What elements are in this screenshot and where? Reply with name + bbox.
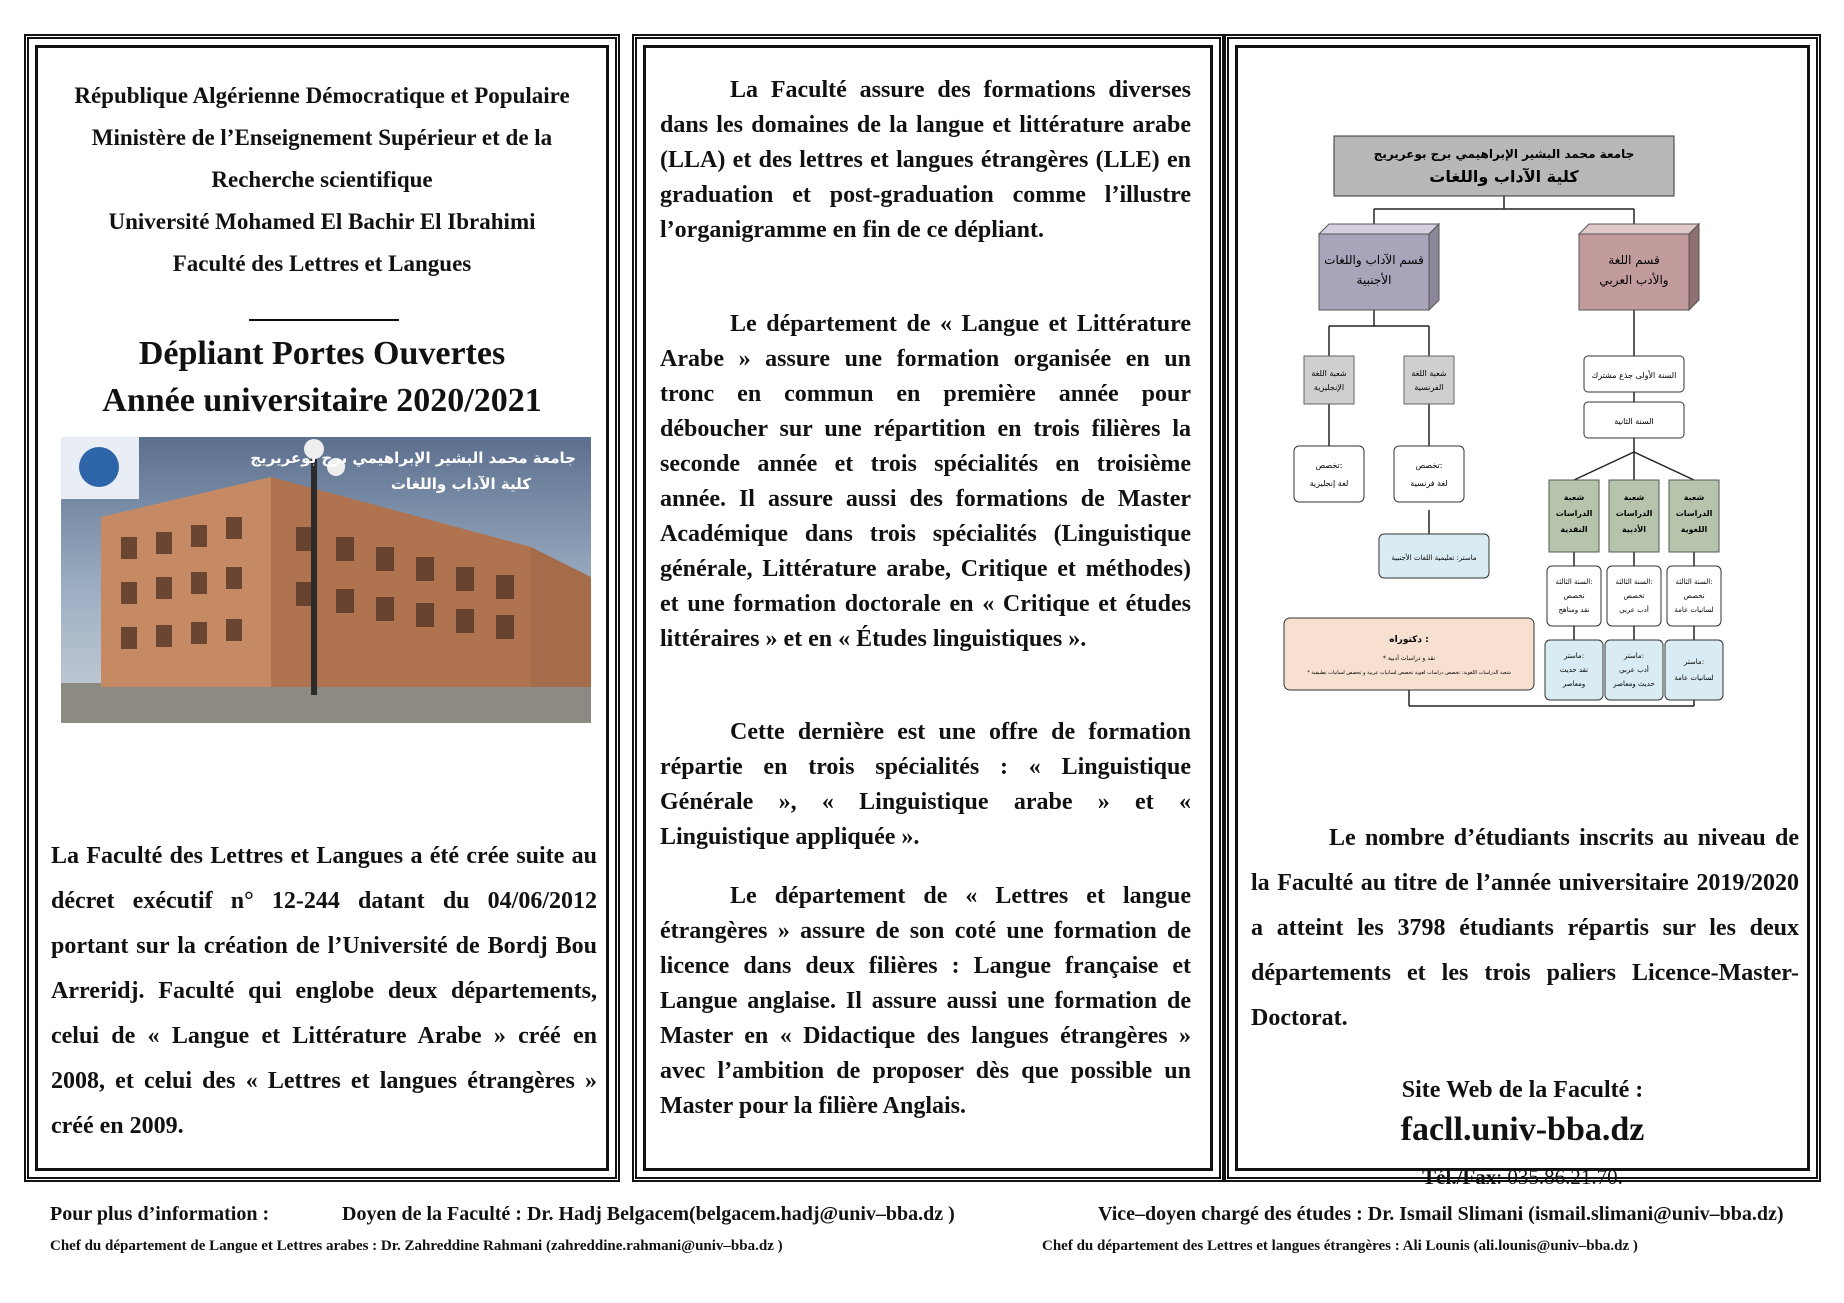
- chart-dept-arabic-label-2: والأدب العربي: [1599, 273, 1669, 287]
- organization-chart: [1279, 134, 1789, 714]
- paragraph-linguistics: Cette dernière est une offre de formation répartie en trois spécialités : « Linguistique Générale », « Linguistique arabe » et « Linguistique appliquée ».: [660, 719, 1191, 850]
- website-url[interactable]: facll.univ-bba.dz: [1400, 1111, 1645, 1148]
- chart-track-critic-3: النقدية: [1560, 525, 1588, 534]
- chart-track-literary-2: الدراسات: [1615, 509, 1653, 518]
- chart-track-linguistic: شعبة: [1683, 493, 1705, 502]
- phone-fax: [1229, 1165, 1816, 1190]
- chart-doctorate-line-2: * شعبة الدراسات اللغوية: تخصص دراسات لغوية تخصص لسانيات عربية و تخصص لسانيات تطبيقية: [1307, 670, 1511, 676]
- chart-university-label: جامعة محمد البشير الإبراهيمي برج بوعريريج: [1373, 147, 1635, 161]
- chart-y3-critic-2: تخصص: [1563, 592, 1585, 600]
- chart-track-literary-3: الأدبية: [1622, 525, 1646, 534]
- panel-middle: [632, 34, 1224, 1182]
- chart-track-critic: شعبة: [1563, 493, 1585, 502]
- panel-right: [1224, 34, 1821, 1189]
- chart-branch-english-2: الإنجليزية: [1313, 383, 1345, 392]
- brochure-title: Dépliant Portes Ouvertes: [138, 335, 506, 372]
- chart-branch-english: شعبة اللغة: [1311, 369, 1347, 378]
- header-research: Recherche scientifique: [211, 167, 433, 192]
- header-divider: [249, 319, 399, 321]
- chart-spec-french-2: لغة فرنسية: [1410, 479, 1448, 488]
- chart-branch-french: شعبة اللغة: [1411, 369, 1447, 378]
- chart-track-literary: شعبة: [1623, 493, 1645, 502]
- chart-year-two: السنة الثانية: [1614, 417, 1654, 426]
- phone-fax-label: Tél./Fax: [1422, 1165, 1497, 1189]
- chart-year-one: السنة الأولى جذع مشترك: [1591, 371, 1677, 380]
- paragraph-formations: La Faculté assure des formations diverses dans les domaines de la langue et littérature arabe (LLA) et des lettres et langues étrangères (LLE) en graduation et post-graduation comme l’illustre l’organigramme en fin de ce dépliant.: [660, 77, 1191, 243]
- chart-y3-literary-2: تخصص: [1623, 592, 1645, 600]
- header-faculty: Faculté des Lettres et Langues: [172, 251, 472, 276]
- chart-doctorate-title: دكتوراه :: [1389, 635, 1429, 645]
- chart-spec-french: تخصص:: [1415, 461, 1443, 470]
- chart-master-literary-3: حديث ومعاصر: [1613, 680, 1655, 688]
- chart-master-critic-2: نقد حديث: [1559, 666, 1589, 674]
- chart-dept-foreign-label: قسم الآداب واللغات: [1324, 253, 1424, 267]
- chart-master-critic-3: ومعاصر: [1562, 680, 1586, 688]
- chart-master-didactics: ماستر: تعليمية اللغات الأجنبية: [1391, 554, 1477, 562]
- chart-master-critic: ماستر:: [1563, 652, 1585, 660]
- photo-caption-university: جامعة محمد البشير الإبراهيمي برج بوعريريج: [250, 449, 576, 467]
- panel-left: [24, 34, 620, 1182]
- chart-track-critic-2: الدراسات: [1555, 509, 1593, 518]
- footer-info-label: Pour plus d’information :: [50, 1203, 270, 1225]
- chart-doctorate-line-1: * نقد و دراسات أدبية: [1382, 655, 1436, 662]
- chart-y3-linguistic: السنة الثالثة:: [1675, 578, 1713, 586]
- chart-y3-critic-3: نقد ومناهج: [1558, 606, 1590, 614]
- footer-chef-foreign: Chef du département des Lettres et langues étrangères : Ali Lounis (ali.lounis@univ–bba.dz ): [1042, 1238, 1638, 1254]
- footer-chef-arabic: Chef du département de Langue et Lettres arabes : Dr. Zahreddine Rahmani (zahreddine.rahmani@univ–bba.dz ): [50, 1238, 783, 1254]
- footer-dean: Doyen de la Faculté : Dr. Hadj Belgacem(belgacem.hadj@univ–bba.dz ): [342, 1203, 955, 1225]
- chart-master-linguistic-2: لسانيات عامة: [1674, 674, 1714, 682]
- chart-y3-linguistic-3: لسانيات عامة: [1674, 606, 1714, 614]
- phone-fax-number: : 035.86.21.70.: [1496, 1165, 1623, 1189]
- faculty-history-text: La Faculté des Lettres et Langues a été crée suite au décret exécutif n° 12-244 datant du 04/06/2012 portant sur la création de l’Université de Bordj Bou Arreridj. Faculté qui englobe deux départements, celui de « Langue et Littérature Arabe » créé en 2008, et celui des « Lettres et langues étrangères » créé en 2009.: [51, 843, 597, 1139]
- footer-vice-dean: Vice–doyen chargé des études : Dr. Ismail Slimani (ismail.slimani@univ–bba.dz): [1098, 1203, 1784, 1225]
- photo-caption-faculty: كلية الآداب واللغات: [390, 475, 531, 493]
- chart-branch-french-2: الفرنسية: [1414, 383, 1444, 392]
- website-label: Site Web de la Faculté :: [1401, 1077, 1644, 1103]
- chart-y3-critic: السنة الثالثة:: [1555, 578, 1593, 586]
- paragraph-foreign-department: Le département de « Lettres et langue étrangères » assure de son coté une formation de licence dans deux filières : Langue française et Langue anglaise. Il assure aussi une formation de Master en « Didactique des langues étrangères » avec l’ambition de proposer dès que possible un Master pour la filière Anglais.: [660, 883, 1191, 1119]
- paragraph-arabic-department: Le département de « Langue et Littérature Arabe » assure une formation organisée en un tronc en commun en première année pour déboucher sur une répartition en trois filières la seconde année et trois spécialités en troisième année. Il assure aussi des formations de Master Académique dans trois spécialités (Linguistique générale, Littérature arabe, Critique et méthodes) et une formation doctorale en « Critique et études littéraires » et en « Études linguistiques ».: [660, 311, 1191, 652]
- chart-spec-english: تخصص:: [1315, 461, 1343, 470]
- chart-dept-foreign-label-2: الأجنبية: [1356, 273, 1392, 287]
- chart-faculty-label: كلية الآداب واللغات: [1429, 167, 1579, 186]
- student-count-text: Le nombre d’étudiants inscrits au niveau de la Faculté au titre de l’année universitaire 2019/2020 a atteint les 3798 étudiants répartis sur les deux départements et les trois paliers Licence-Master-Doctorat.: [1251, 825, 1799, 1031]
- header-university: Université Mohamed El Bachir El Ibrahimi: [108, 209, 536, 234]
- faculty-building-photo: [61, 437, 591, 723]
- chart-track-linguistic-3: اللغوية: [1680, 525, 1708, 534]
- chart-dept-arabic-label: قسم اللغة: [1608, 253, 1660, 267]
- chart-spec-english-2: لغة إنجليزية: [1309, 479, 1349, 488]
- chart-master-literary: ماستر:: [1623, 652, 1645, 660]
- chart-y3-literary-3: أدب عربي: [1619, 606, 1649, 614]
- academic-year-title: Année universitaire 2020/2021: [102, 382, 542, 419]
- chart-y3-linguistic-2: تخصص: [1683, 592, 1705, 600]
- chart-y3-literary: السنة الثالثة:: [1615, 578, 1653, 586]
- chart-master-literary-2: أدب عربي: [1619, 666, 1649, 674]
- header-ministry: Ministère de l’Enseignement Supérieur et de la: [91, 125, 553, 150]
- chart-master-linguistic: ماستر:: [1683, 658, 1705, 666]
- chart-track-linguistic-2: الدراسات: [1675, 509, 1713, 518]
- header-republic: République Algérienne Démocratique et Populaire: [74, 83, 570, 108]
